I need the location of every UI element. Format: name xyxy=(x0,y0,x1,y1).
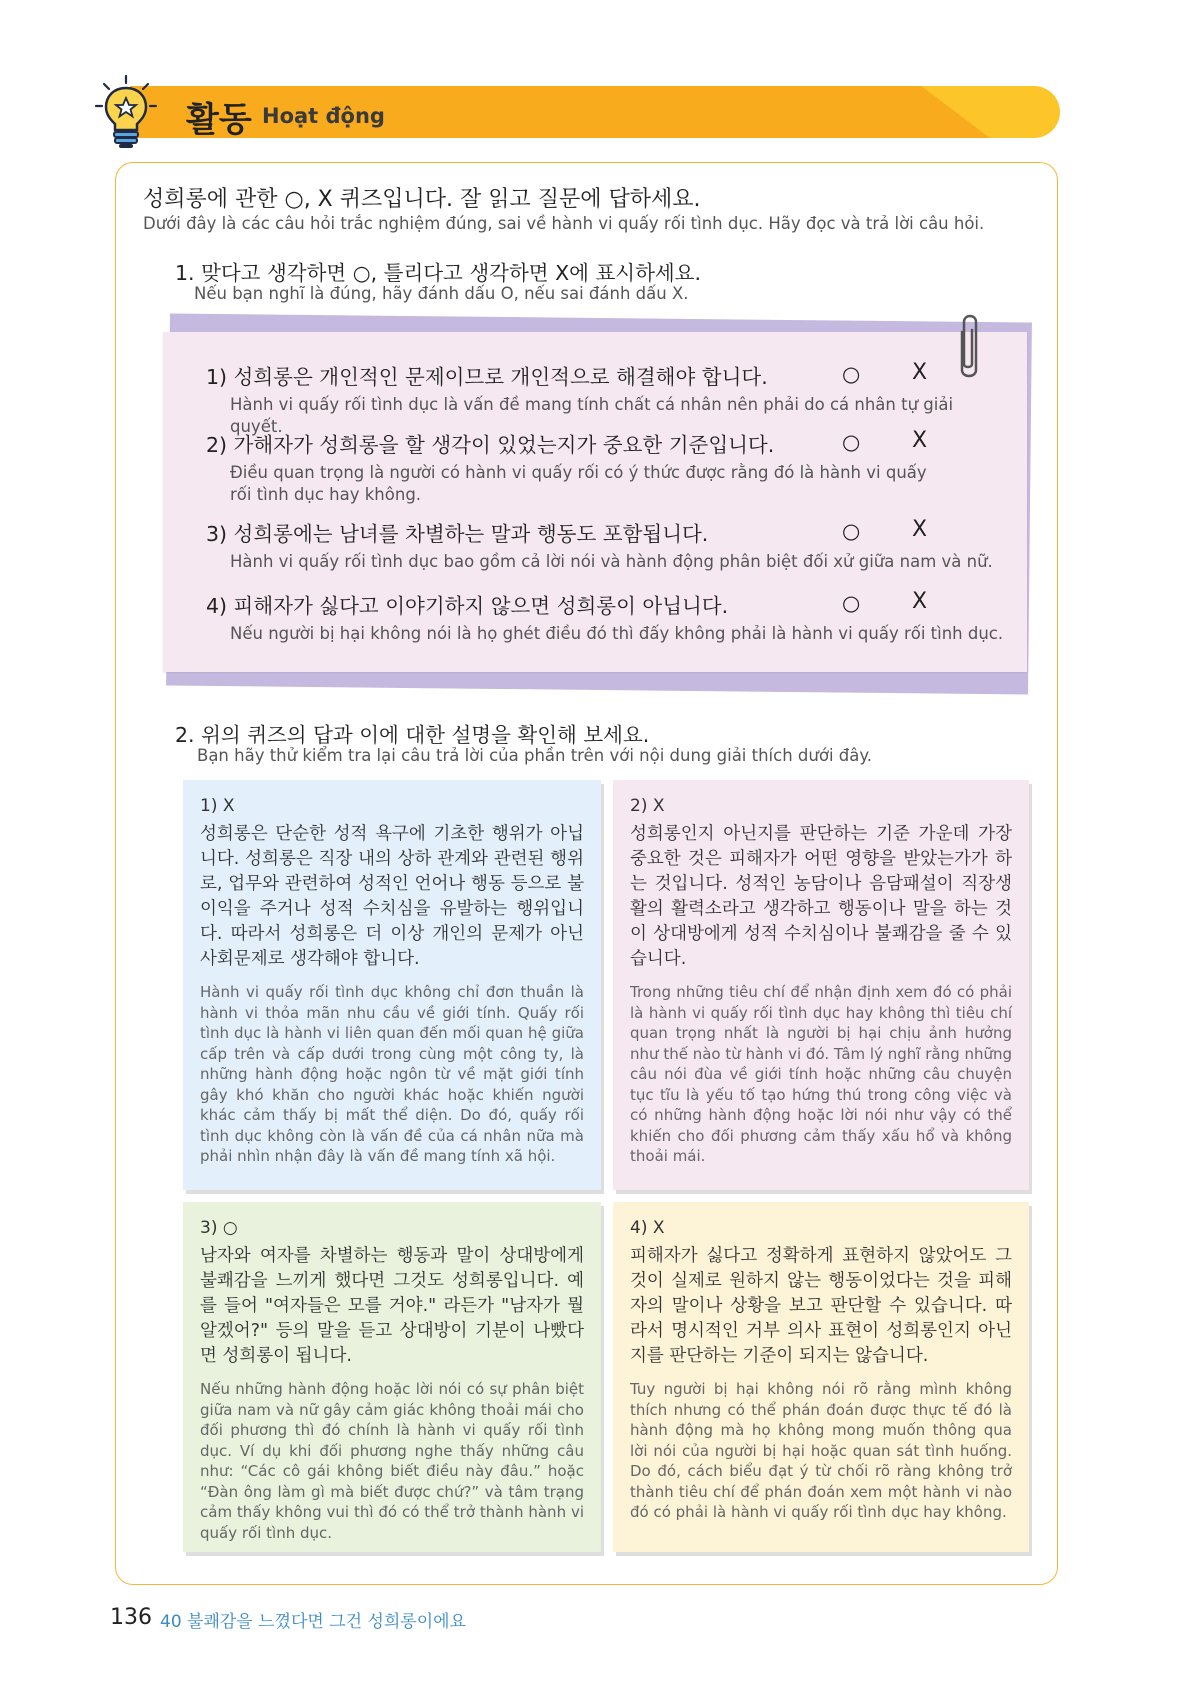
chapter-title: 40 불쾌감을 느꼈다면 그건 성희롱이에요 xyxy=(160,1612,466,1632)
answer-label: 2) X xyxy=(630,796,665,816)
quiz-question-vi: Hành vi quấy rối tình dục là vấn đề mang tính chất cá nhân nên phải do cá nhân tự giải quyết. xyxy=(230,395,954,436)
quiz-item-2 xyxy=(206,428,1006,506)
quiz-question-ko: 4) 피해자가 싫다고 이야기하지 않으면 성희롱이 아닙니다. xyxy=(206,594,729,618)
answer-label: 4) X xyxy=(630,1218,665,1238)
option-x[interactable]: X xyxy=(912,517,928,542)
answer-ko: 피해자가 싫다고 정확하게 표현하지 않았어도 그것이 실제로 원하지 않는 행동이었다는 것을 피해자의 말이나 상황을 보고 판단할 수 있습니다. 따라서 명시적인 거부 의사 표현이 성희롱인지 아닌지를 판단하는 기준이 되지는 않습니다. xyxy=(630,1246,1012,1366)
section2-heading-ko: 2. 위의 퀴즈의 답과 이에 대한 설명을 확인해 보세요. xyxy=(175,723,650,747)
option-o-circle[interactable]: ○ xyxy=(842,591,861,615)
answer-vi: Hành vi quấy rối tình dục không chỉ đơn thuần là hành vi thỏa mãn nhu cầu về giới tính. Quấy rối tình dục là hành vi liên quan đến mối quan hệ giữa cấp trên và cấp dưới trong cùng một công ty, là những hành động hoặc ngôn từ về mặt giới tính gây khó khăn cho người khác hoặc khiến người khác cảm thấy bị mất thể diện. Do đó, quấy rối tình dục không còn là vấn đề của cá nhân nữa mà phải nhìn nhận đây là vấn đề mang tính xã hội. xyxy=(200,983,584,1165)
answer-vi: Tuy người bị hại không nói rõ rằng mình không thích nhưng có thể phán đoán được thực tế đó là hành động mà họ không mong muốn thông qua lời nói của người bị hại hoặc quan sát tình huống. Do đó, cách biểu đạt ý từ chối rõ ràng không trở thành tiêu chí để phán đoán xem một hành vi nào đó có phải là hành vi quấy rối tình dục hay không. xyxy=(630,1380,1012,1521)
option-o-circle[interactable]: ○ xyxy=(842,430,861,454)
option-o-circle[interactable]: ○ xyxy=(842,519,861,543)
answer-card-4 xyxy=(613,1202,1029,1552)
option-x[interactable]: X xyxy=(912,589,928,614)
answer-vi: Trong những tiêu chí để nhận định xem đó có phải là hành vi quấy rối tình dục hay không thì tiêu chí quan trọng nhất là người bị hại chịu ảnh hưởng như thế nào từ hành vi đó. Tâm lý nghĩ rằng những câu nói đùa về giới tính hoặc những câu chuyện tục tĩu là yếu tố tạo hứng thú trong công việc và có những hành động hoặc lời nói như vậy có thể khiến cho đối phương cảm thấy xấu hổ và không thoải mái. xyxy=(630,983,1012,1165)
lightbulb-icon xyxy=(94,74,158,150)
answer-label: 3) ○ xyxy=(200,1218,238,1238)
option-x[interactable]: X xyxy=(912,360,928,385)
option-x[interactable]: X xyxy=(912,428,928,453)
quiz-item-1 xyxy=(206,360,1006,438)
page-subtitle: Hoạt động xyxy=(262,104,385,128)
answer-ko: 성희롱은 단순한 성적 욕구에 기초한 행위가 아닙니다. 성희롱은 직장 내의 상하 관계와 관련된 행위로, 업무와 관련하여 성적인 언어나 행동 등으로 불이익을 주거나 성적 수치심을 유발하는 행위입니다. 따라서 성희롱은 더 이상 개인의 문제가 아닌 사회문제로 생각해야 합니다. xyxy=(200,824,584,969)
quiz-question-ko: 2) 가해자가 성희롱을 할 생각이 있었는지가 중요한 기준입니다. xyxy=(206,433,775,457)
quiz-question-vi: Hành vi quấy rối tình dục bao gồm cả lời nói và hành động phân biệt đối xử giữa nam và nữ. xyxy=(230,552,993,571)
option-o-circle[interactable]: ○ xyxy=(842,362,861,386)
answer-card-2 xyxy=(613,780,1029,1190)
section1-heading-ko: 1. 맞다고 생각하면 ○, 틀리다고 생각하면 X에 표시하세요. xyxy=(175,261,701,285)
answer-ko: 성희롱인지 아닌지를 판단하는 기준 가운데 가장 중요한 것은 피해자가 어떤 영향을 받았는가가 하는 것입니다. 성적인 농담이나 음담패설이 직장생활의 활력소라고 생각하고 행동이나 말을 하는 것이 상대방에게 성적 수치심이나 불쾌감을 줄 수 있습니다. xyxy=(630,824,1012,969)
quiz-question-vi: Nếu người bị hại không nói là họ ghét điều đó thì đấy không phải là hành vi quấy rối tình dục. xyxy=(230,624,1004,643)
intro-ko: 성희롱에 관한 ○, X 퀴즈입니다. 잘 읽고 질문에 답하세요. xyxy=(143,187,701,212)
header-bar-accent xyxy=(130,86,990,138)
quiz-item-4 xyxy=(206,589,1006,645)
section2-heading-vi: Bạn hãy thử kiểm tra lại câu trả lời của phần trên với nội dung giải thích dưới đây. xyxy=(197,746,873,765)
page-number: 136 xyxy=(110,1605,152,1630)
answer-label: 1) X xyxy=(200,796,235,816)
intro-vi: Dưới đây là các câu hỏi trắc nghiệm đúng, sai về hành vi quấy rối tình dục. Hãy đọc và trả lời câu hỏi. xyxy=(143,214,985,233)
quiz-item-3 xyxy=(206,517,1006,573)
quiz-question-vi: Điều quan trọng là người có hành vi quấy rối có ý thức được rằng đó là hành vi quấy rối tình dục hay không. xyxy=(230,463,927,504)
answer-ko: 남자와 여자를 차별하는 행동과 말이 상대방에게 불쾌감을 느끼게 했다면 그것도 성희롱입니다. 예를 들어 "여자들은 모를 거야." 라든가 "남자가 뭘 알겠어?" 등의 말을 듣고 상대방이 기분이 나빴다면 성희롱이 됩니다. xyxy=(200,1246,584,1366)
quiz-question-ko: 1) 성희롱은 개인적인 문제이므로 개인적으로 해결해야 합니다. xyxy=(206,365,768,389)
section1-heading-vi: Nếu bạn nghĩ là đúng, hãy đánh dấu O, nếu sai đánh dấu X. xyxy=(194,284,689,303)
answer-card-1 xyxy=(183,780,601,1190)
answer-card-3 xyxy=(183,1202,601,1552)
answer-vi: Nếu những hành động hoặc lời nói có sự phân biệt giữa nam và nữ gây cảm giác không thoải mái cho đối phương thì đó chính là hành vi quấy rối tình dục. Ví dụ khi đối phương nghe thấy những câu như: “Các cô gái không biết điều này đâu.” hoặc “Đàn ông làm gì mà biết được chứ?” và tâm trạng cảm thấy không vui thì đó có thể trở thành hành vi quấy rối tình dục. xyxy=(200,1380,584,1542)
page-title: 활동 xyxy=(186,100,252,140)
quiz-question-ko: 3) 성희롱에는 남녀를 차별하는 말과 행동도 포함됩니다. xyxy=(206,522,709,546)
